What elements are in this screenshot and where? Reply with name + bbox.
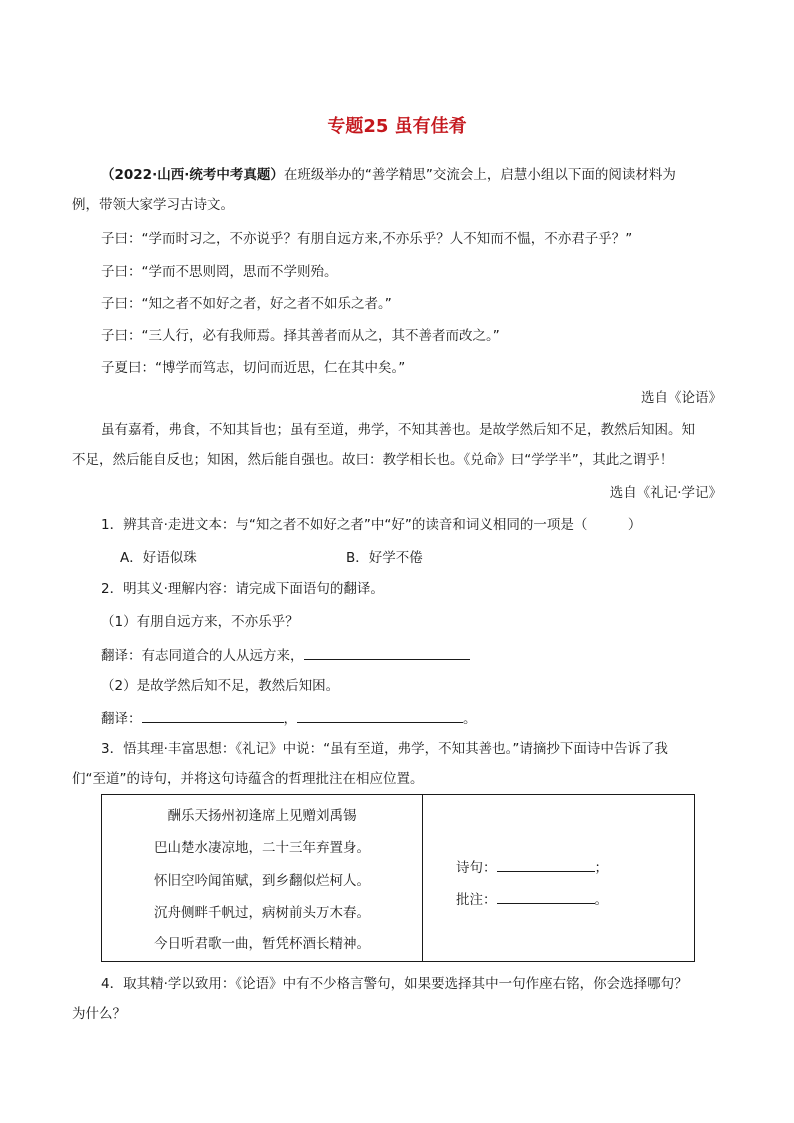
note-blank[interactable] (497, 889, 595, 904)
translation-2-end: 。 (463, 711, 477, 727)
source-lunyu: 选自《论语》 (641, 390, 722, 406)
source-xueji: 选自《礼记·学记》 (609, 485, 722, 501)
translation-2-blank-a[interactable] (142, 708, 284, 723)
poem-line: 怀旧空吟闻笛赋，到乡翻似烂柯人。 (154, 873, 370, 889)
translation-2 (101, 708, 477, 728)
verse-blank[interactable] (497, 857, 595, 872)
translation-1-prefix: 翻译：有志同道合的人从远方来， (101, 648, 304, 664)
poem-line: 巴山楚水凄凉地，二十三年弃置身。 (154, 840, 370, 856)
lunyu-quote: 子曰：“知之者不如好之者，好之者不如乐之者。” (101, 296, 392, 312)
verse-end: ； (594, 860, 608, 876)
table-divider (422, 795, 423, 961)
question-2-stem: 2．明其义·理解内容：请完成下面语句的翻译。 (101, 581, 384, 597)
lunyu-quote: 子曰：“学而时习之，不亦说乎？有朋自远方来,不亦乐乎？人不知而不愠，不亦君子乎？” (101, 231, 633, 247)
question-4-line-1: 4．取其精·学以致用：《论语》中有不少格言警句，如果要选择其中一句作座右铭，你会选择哪句？ (101, 976, 688, 992)
xueji-line-2: 不足，然后能自反也；知困，然后能自强也。故曰：教学相长也。《兑命》曰“学学半”，其此之谓乎！ (72, 452, 674, 468)
exam-source-tag: （2022·山西·统考中考真题） (101, 167, 284, 183)
question-2-sub-1: （1）有朋自远方来，不亦乐乎？ (101, 614, 299, 630)
option-a[interactable]: A．好语似珠 (120, 550, 197, 566)
question-1-stem: 1．辨其音·走进文本：与“知之者不如好之者”中“好”的读音和词义相同的一项是（ ） (101, 517, 642, 533)
note-label: 批注： (456, 892, 497, 908)
xueji-line-1: 虽有嘉肴，弗食，不知其旨也；虽有至道，弗学，不知其善也。是故学然后知不足，教然后知困。知 (101, 422, 695, 438)
question-2-sub-2: （2）是故学然后知不足，教然后知困。 (101, 678, 340, 694)
intro-line-1 (101, 166, 676, 184)
note-answer (456, 889, 608, 909)
verse-answer (456, 857, 608, 877)
intro-text: 在班级举办的“善学精思”交流会上，启慧小组以下面的阅读材料为 (283, 167, 676, 183)
question-4-line-2: 为什么？ (72, 1006, 126, 1022)
lunyu-quote: 子夏曰：“博学而笃志，切问而近思，仁在其中矣。” (101, 360, 406, 376)
question-3-line-2: 们“至道”的诗句，并将这句诗蕴含的哲理批注在相应位置。 (72, 771, 424, 787)
translation-1-blank[interactable] (304, 645, 470, 660)
lunyu-quote: 子曰：“学而不思则罔，思而不学则殆。 (101, 264, 338, 280)
poem-line: 今日听君歌一曲，暂凭杯酒长精神。 (154, 936, 370, 952)
lunyu-quote: 子曰：“三人行，必有我师焉。择其善者而从之，其不善者而改之。” (101, 328, 500, 344)
translation-2-sep: ， (283, 711, 297, 727)
page-title: 专题25 虽有佳肴 (327, 116, 467, 137)
poem-table (101, 794, 695, 962)
question-3-line-1: 3．悟其理·丰富思想：《礼记》中说：“虽有至道，弗学，不知其善也。”请摘抄下面诗中告诉了我 (101, 741, 668, 757)
translation-2-prefix: 翻译： (101, 711, 142, 727)
note-end: 。 (594, 892, 608, 908)
translation-2-blank-b[interactable] (297, 708, 463, 723)
poem-line: 沉舟侧畔千帆过，病树前头万木春。 (154, 905, 370, 921)
translation-1 (101, 645, 470, 665)
option-b[interactable]: B．好学不倦 (346, 550, 423, 566)
verse-label: 诗句： (456, 860, 497, 876)
intro-line-2: 例，带领大家学习古诗文。 (72, 197, 234, 213)
poem-title: 酬乐天扬州初逢席上见赠刘禹锡 (167, 808, 357, 824)
